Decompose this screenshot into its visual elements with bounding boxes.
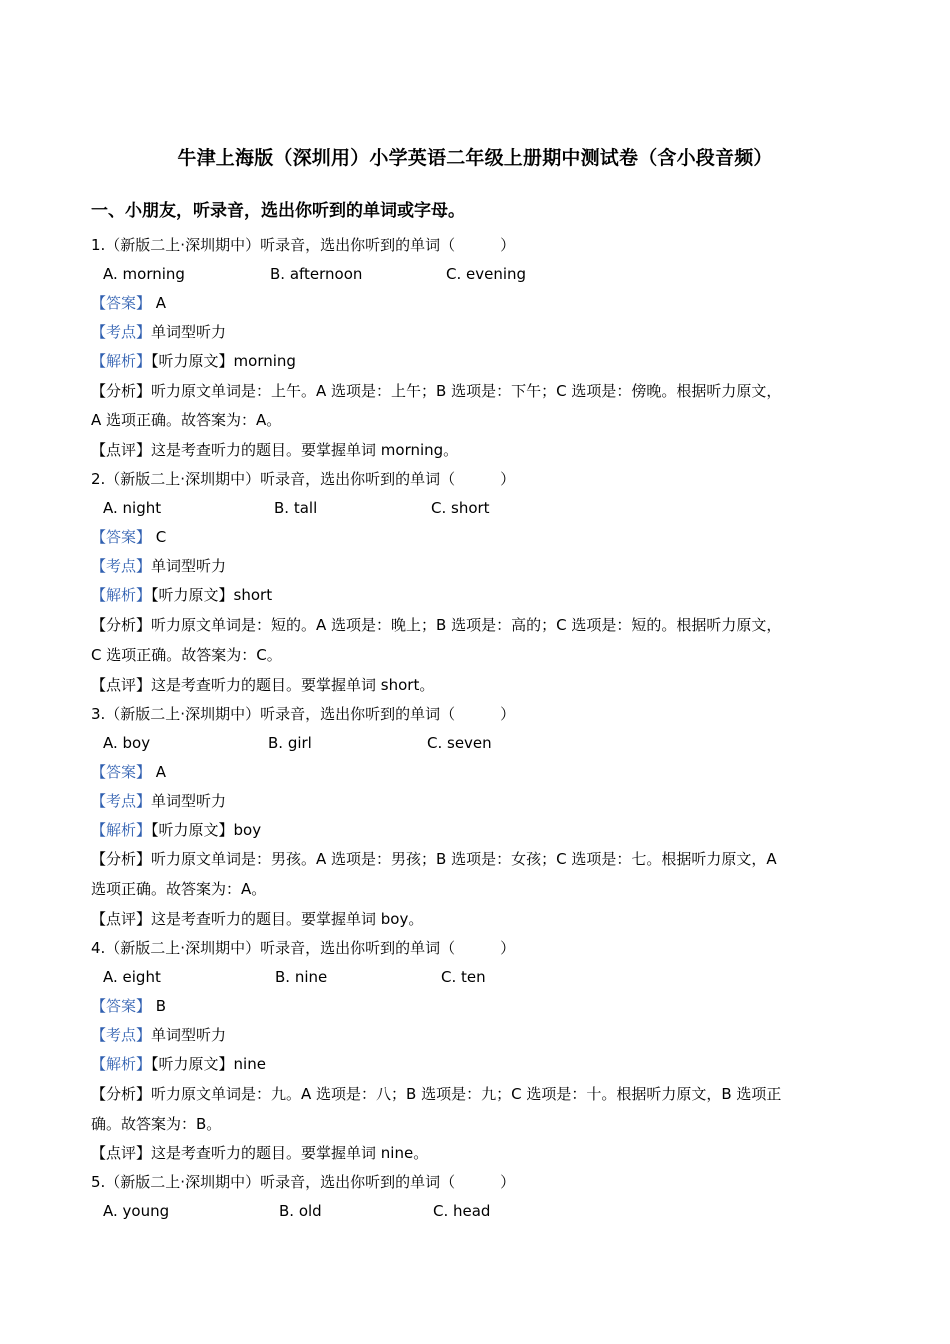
question-stem: 3.（新版二上·深圳期中）听录音，选出你听到的单词（ ） [91, 705, 516, 723]
answer-value: C [151, 528, 167, 546]
fenxi-line-2: A 选项正确。故答案为：A。 [91, 411, 282, 429]
fenxi-text: 听力原文单词是：短的。A 选项是：晚上；B 选项是：高的；C 选项是：短的。根据听力原文， [151, 616, 782, 634]
answer-tag: 【答案】 [91, 528, 152, 546]
question-stem: 5.（新版二上·深圳期中）听录音，选出你听到的单词（ ） [91, 1173, 516, 1191]
fenxi-line-2: 选项正确。故答案为：A。 [91, 880, 267, 898]
review-tag: 【点评】 [91, 1144, 152, 1162]
fenxi-line-2: 确。故答案为：B。 [91, 1115, 222, 1133]
point-tag: 【考点】 [91, 323, 152, 341]
option-a: A. eight [103, 968, 161, 986]
option-c: C. seven [427, 734, 492, 752]
fenxi-text: 听力原文单词是：上午。A 选项是：上午；B 选项是：下午；C 选项是：傍晚。根据听力原文， [151, 382, 782, 400]
review-line [91, 675, 434, 695]
review-tag: 【点评】 [91, 676, 152, 694]
fenxi-line [91, 615, 781, 635]
answer-value: B [151, 997, 167, 1015]
fenxi-line [91, 1084, 781, 1104]
option-c: C. evening [446, 265, 527, 283]
analysis-tag: 【解析】 [91, 352, 152, 370]
option-c: C. head [433, 1202, 491, 1220]
fenxi-text: 听力原文单词是：九。A 选项是：八；B 选项是：九；C 选项是：十。根据听力原文，B 选项正 [151, 1085, 782, 1103]
review-line [91, 909, 423, 929]
review-text: 这是考查听力的题目。要掌握单词 short。 [151, 676, 435, 694]
fenxi-text: 听力原文单词是：男孩。A 选项是：男孩；B 选项是：女孩；C 选项是：七。根据听力原文，A [151, 850, 777, 868]
option-c: C. short [431, 499, 490, 517]
option-a: A. boy [103, 734, 151, 752]
listen-text: morning [233, 352, 296, 370]
listen-tag: 【听力原文】 [151, 821, 234, 839]
listen-tag: 【听力原文】 [151, 352, 234, 370]
point-line [91, 322, 226, 342]
fenxi-tag: 【分析】 [91, 382, 152, 400]
review-line [91, 1143, 428, 1163]
fenxi-tag: 【分析】 [91, 850, 152, 868]
option-a: A. night [103, 499, 162, 517]
review-text: 这是考查听力的题目。要掌握单词 morning。 [151, 441, 459, 459]
review-tag: 【点评】 [91, 910, 152, 928]
point-value: 单词型听力 [151, 1026, 227, 1044]
fenxi-line [91, 381, 781, 401]
question-stem: 2.（新版二上·深圳期中）听录音，选出你听到的单词（ ） [91, 470, 516, 488]
page-title: 牛津上海版（深圳用）小学英语二年级上册期中测试卷（含小段音频） [177, 147, 773, 169]
fenxi-line-2: C 选项正确。故答案为：C。 [91, 646, 282, 664]
point-tag: 【考点】 [91, 792, 152, 810]
analysis-tag: 【解析】 [91, 821, 152, 839]
fenxi-tag: 【分析】 [91, 1085, 152, 1103]
review-tag: 【点评】 [91, 441, 152, 459]
analysis-line [91, 585, 272, 605]
point-value: 单词型听力 [151, 557, 227, 575]
answer-tag: 【答案】 [91, 294, 152, 312]
point-line [91, 791, 226, 811]
option-b: B. nine [275, 968, 328, 986]
analysis-tag: 【解析】 [91, 586, 152, 604]
option-b: B. old [279, 1202, 322, 1220]
answer-value: A [151, 763, 167, 781]
fenxi-line [91, 849, 777, 869]
option-a: A. young [103, 1202, 170, 1220]
point-value: 单词型听力 [151, 323, 227, 341]
answer-value: A [151, 294, 167, 312]
answer-line [91, 762, 166, 782]
point-line [91, 556, 226, 576]
analysis-line [91, 820, 261, 840]
analysis-line [91, 1054, 266, 1074]
listen-tag: 【听力原文】 [151, 586, 234, 604]
answer-line [91, 527, 166, 547]
answer-tag: 【答案】 [91, 997, 152, 1015]
answer-line [91, 996, 166, 1016]
listen-text: nine [233, 1055, 266, 1073]
option-b: B. girl [268, 734, 312, 752]
listen-tag: 【听力原文】 [151, 1055, 234, 1073]
point-tag: 【考点】 [91, 1026, 152, 1044]
answer-line [91, 293, 166, 313]
option-b: B. tall [274, 499, 318, 517]
answer-tag: 【答案】 [91, 763, 152, 781]
option-c: C. ten [441, 968, 486, 986]
point-tag: 【考点】 [91, 557, 152, 575]
point-line [91, 1025, 226, 1045]
fenxi-tag: 【分析】 [91, 616, 152, 634]
listen-text: boy [233, 821, 262, 839]
listen-text: short [233, 586, 273, 604]
question-stem: 4.（新版二上·深圳期中）听录音，选出你听到的单词（ ） [91, 939, 516, 957]
section-heading: 一、小朋友，听录音，选出你听到的单词或字母。 [91, 201, 465, 221]
analysis-line [91, 351, 296, 371]
point-value: 单词型听力 [151, 792, 227, 810]
analysis-tag: 【解析】 [91, 1055, 152, 1073]
review-text: 这是考查听力的题目。要掌握单词 nine。 [151, 1144, 429, 1162]
review-text: 这是考查听力的题目。要掌握单词 boy。 [151, 910, 424, 928]
option-a: A. morning [103, 265, 185, 283]
review-line [91, 440, 458, 460]
question-stem: 1.（新版二上·深圳期中）听录音，选出你听到的单词（ ） [91, 236, 516, 254]
option-b: B. afternoon [270, 265, 363, 283]
